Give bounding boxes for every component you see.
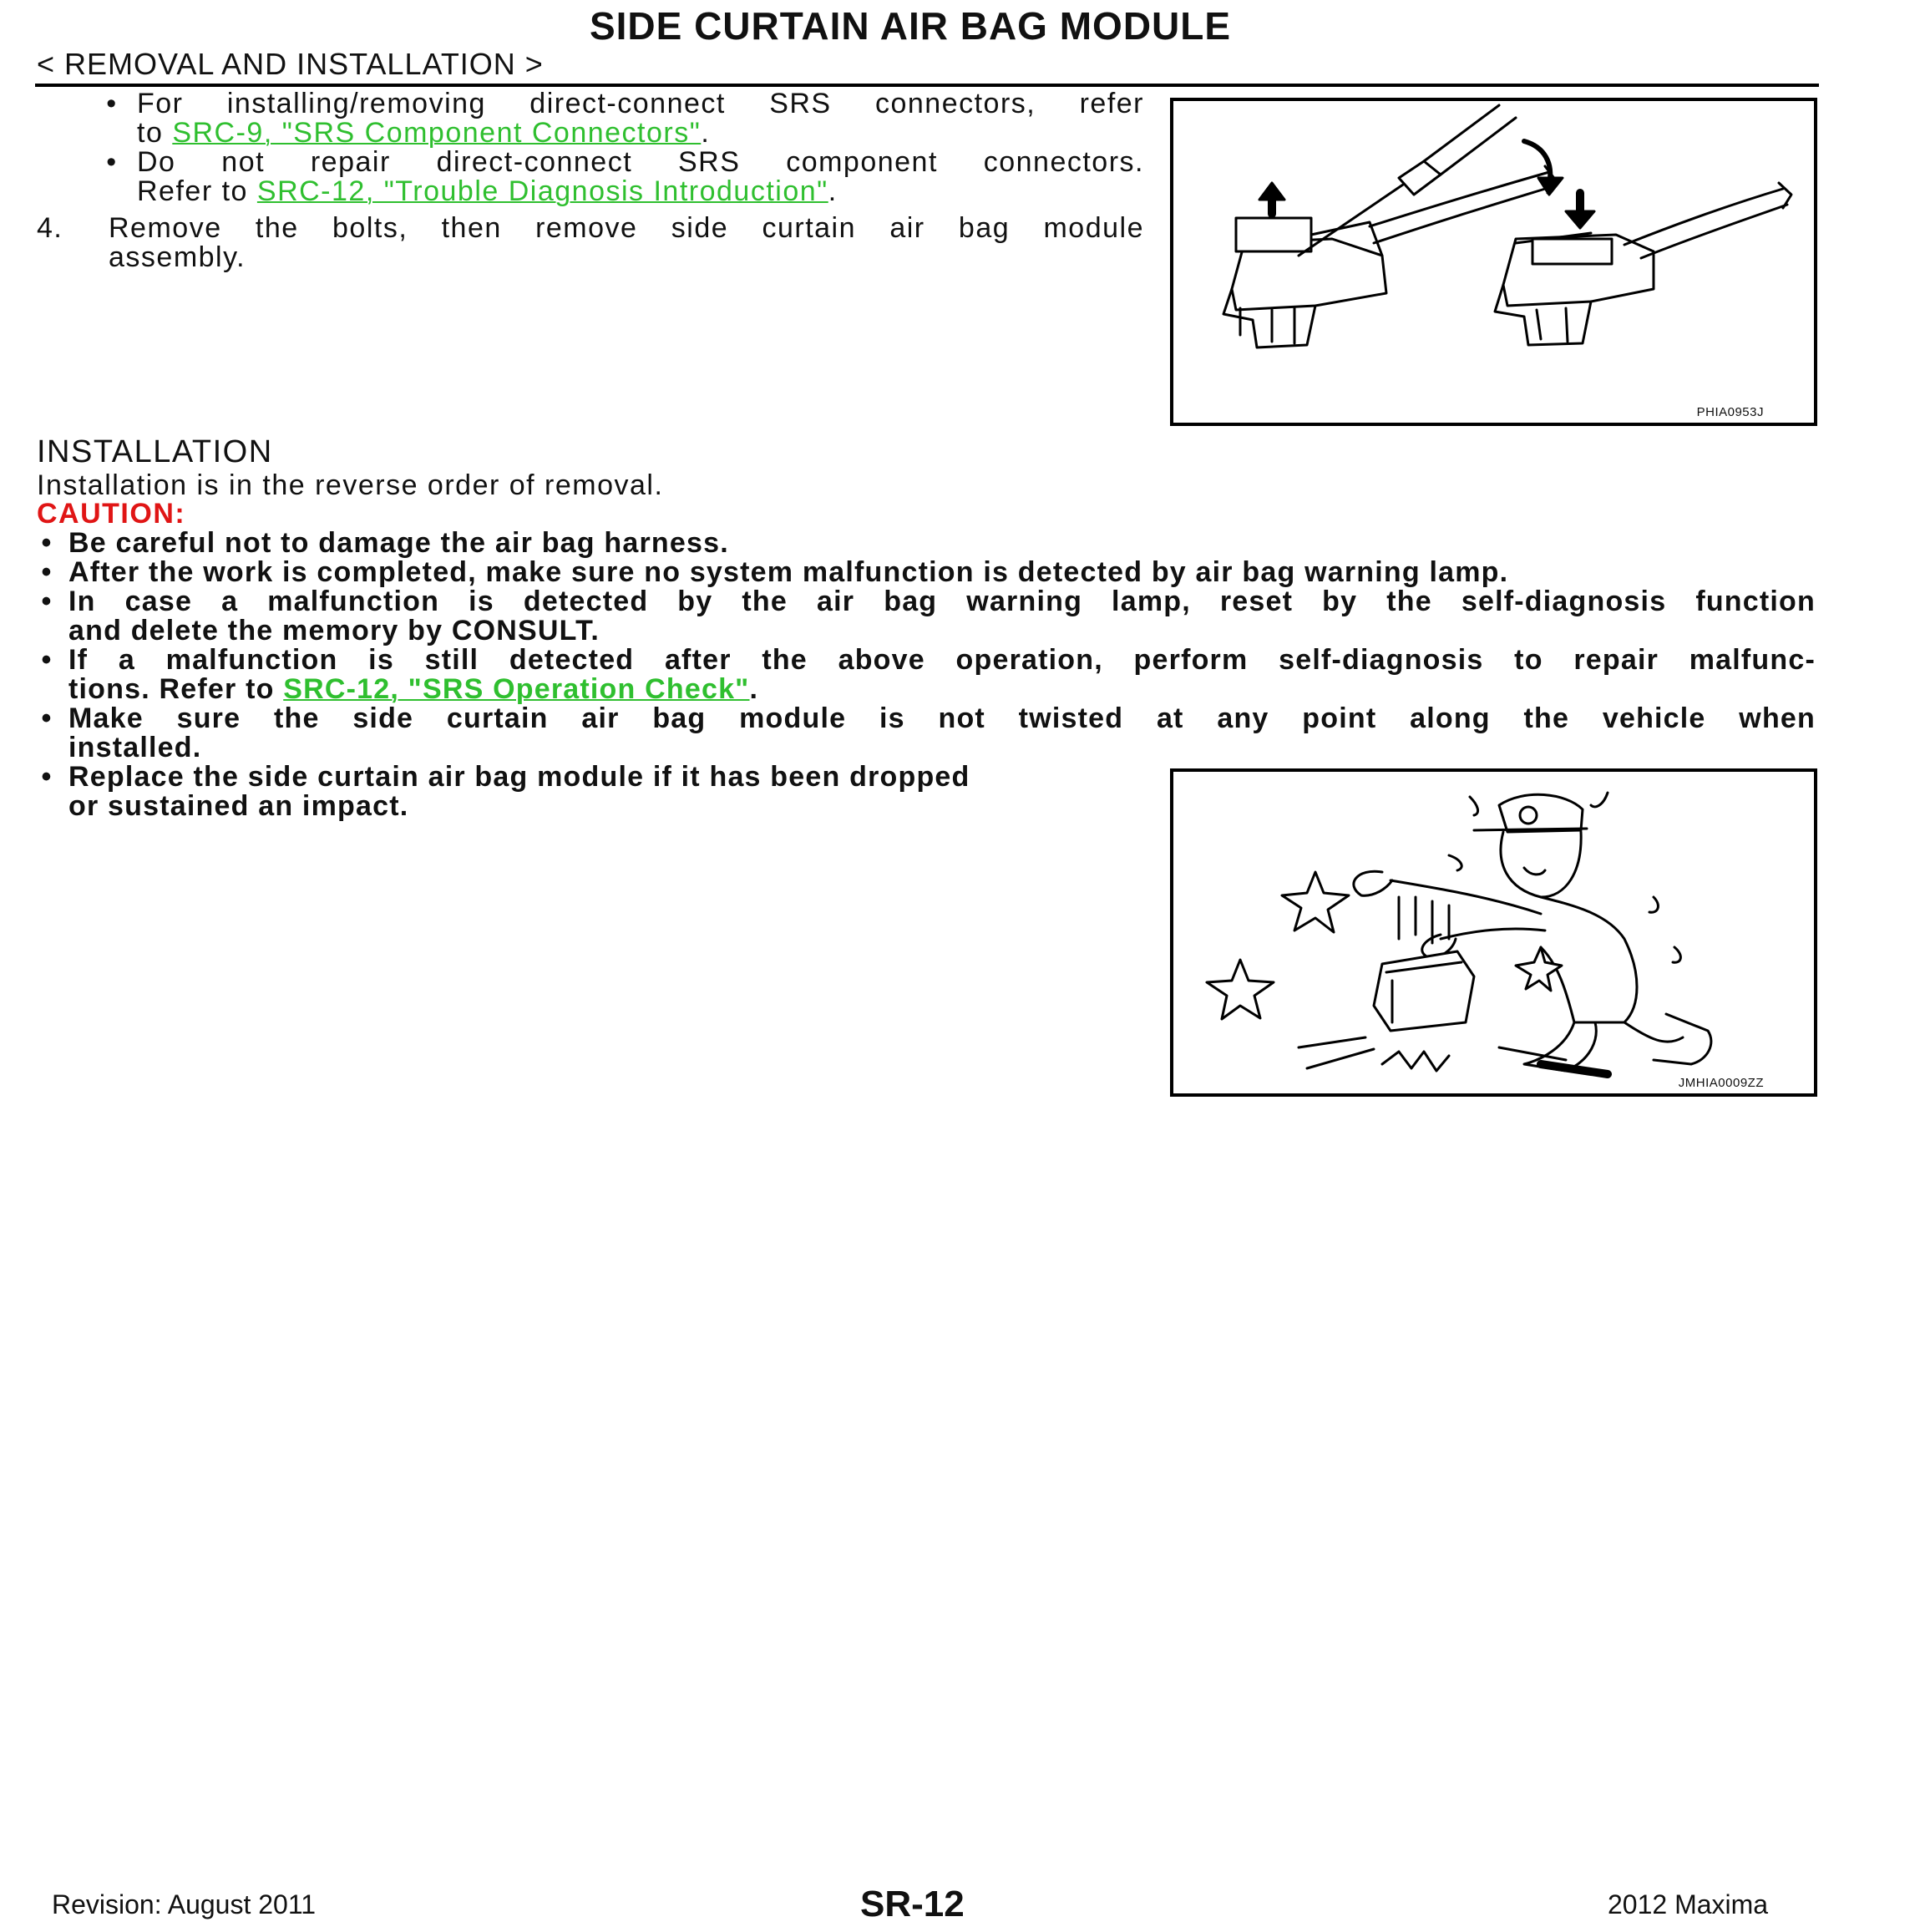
header-divider [35,84,1819,87]
caution-line: In case a malfunction is detected by the air bag warning lamp, reset by the self-diagnosis function [68,586,1816,617]
text-run: Refer to [137,175,257,207]
figure-dropped-module [1170,768,1817,1097]
caution-item [37,763,1147,821]
caution-line [68,675,1816,704]
bullet-line: Do not repair direct-connect SRS component connectors. [137,146,1144,178]
link-src-9-component-connectors[interactable]: SRC-9, "SRS Component Connectors" [172,117,702,149]
caution-line: Be careful not to damage the air bag harness. [68,527,729,559]
caution-line: After the work is completed, make sure no system malfunction is detected by air bag warning lamp. [68,556,1509,588]
text-run: to [137,117,173,149]
footer-model: 2012 Maxima [1608,1889,1769,1919]
page-title: SIDE CURTAIN AIR BAG MODULE [589,4,1232,48]
installation-heading: INSTALLATION [37,434,273,469]
text-run: tions. Refer to [68,673,284,705]
caution-line: installed. [68,732,202,763]
bullet-line [137,177,1144,206]
installation-intro: Installation is in the reverse order of removal. [37,469,664,501]
figure-connector-removal [1170,98,1817,426]
bullet-dot: • [41,586,53,617]
section-subtitle: < REMOVAL AND INSTALLATION > [37,47,544,81]
bullet-line [137,119,1144,148]
bullet-dot: • [41,644,53,676]
link-src-12-trouble-diagnosis[interactable]: SRC-12, "Trouble Diagnosis Introduction" [256,175,828,207]
bullet-dot: • [41,761,53,793]
footer-revision: Revision: August 2011 [52,1889,317,1919]
caution-line: and delete the memory by CONSULT. [68,615,600,647]
figure-code: PHIA0953J [1696,405,1764,419]
step-line: assembly. [109,241,246,273]
step-number: 4. [37,212,63,244]
link-src-12-operation-check[interactable]: SRC-12, "SRS Operation Check" [283,673,750,705]
text-run: . [828,175,838,207]
caution-item [37,646,1816,704]
dropped-module-warning-illustration [1173,772,1814,1093]
bullet-dot: • [41,556,53,588]
footer-page-number: SR-12 [860,1884,965,1924]
connector-disconnect-illustration [1173,101,1814,423]
bullet-dot: • [41,702,53,734]
caution-line: If a malfunction is still detected after the above operation, perform self-diagnosis to repair malfunc- [68,644,1816,676]
caution-line: Make sure the side curtain air bag module is not twisted at any point along the vehicle when [68,702,1816,734]
caution-line: or sustained an impact. [68,790,409,822]
caution-item [37,704,1816,763]
removal-bullet-no-repair [106,146,1144,207]
figure-code: JMHIA0009ZZ [1678,1076,1764,1090]
bullet-line: For installing/removing direct-connect SRS connectors, refer [137,88,1144,119]
text-run: . [701,117,711,149]
bullet-dot: • [106,146,118,178]
bullet-dot: • [41,527,53,559]
removal-bullet-connectors [106,88,1144,149]
caution-label: CAUTION: [37,498,186,530]
removal-step-4 [37,214,1144,272]
text-run: . [749,673,759,705]
caution-item [37,587,1816,646]
step-line: Remove the bolts, then remove side curtain air bag module [109,212,1144,244]
caution-item [37,529,1816,558]
caution-item [37,558,1816,587]
caution-line: Replace the side curtain air bag module if it has been dropped [68,761,970,793]
bullet-dot: • [106,88,118,119]
